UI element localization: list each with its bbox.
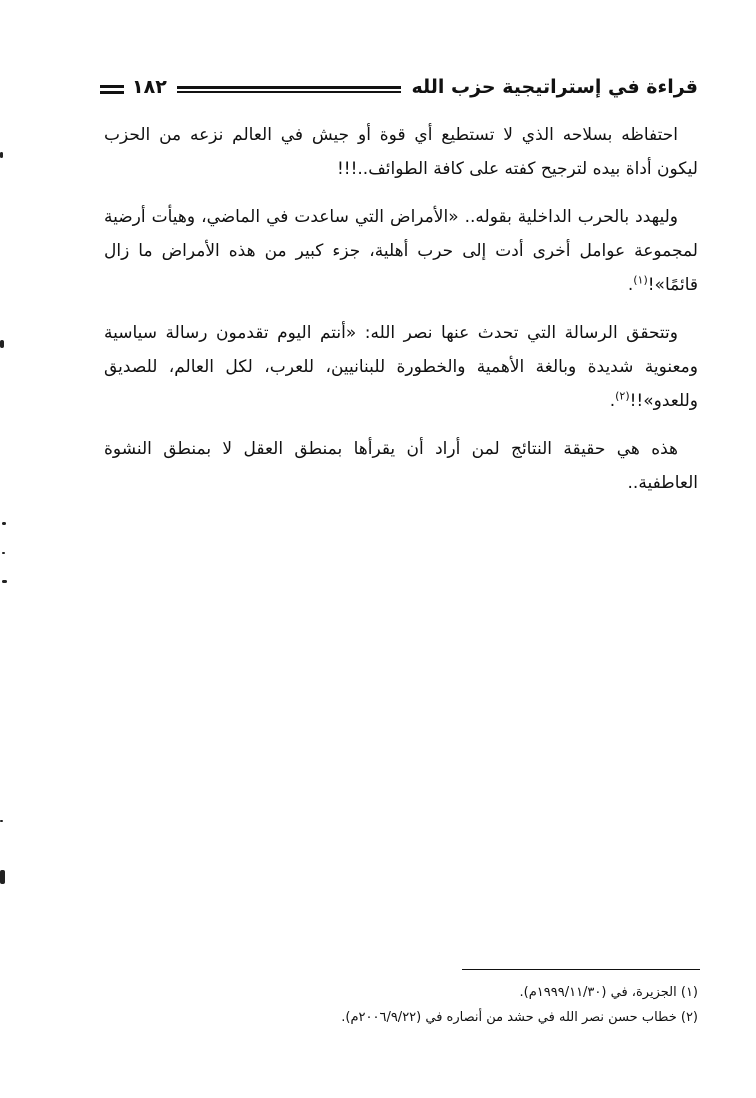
body-text [104,118,698,514]
scan-speck [0,152,3,158]
footnote-ref-1[interactable]: (١) [633,273,648,287]
footnote-2: (٢) خطاب حسن نصر الله في حشد من أنصاره في (٢٠٠٦/٩/٢٢م). [341,1010,698,1025]
scan-speck [2,522,6,525]
paragraph-2-text: وليهدد بالحرب الداخلية بقوله.. «الأمراض التي ساعدت في الماضي، وهيأت أرضية لمجموعة عوامل أخرى أدت إلى حرب أهلية، جزء كبير من هذه الأمراض ما زال قائمًا»! [104,207,698,295]
header-rule [177,86,402,93]
scan-speck [0,340,4,348]
paragraph-4 [104,432,698,500]
paragraph-3-text: وتتحقق الرسالة التي تحدث عنها نصر الله: «أنتم اليوم تقدمون رسالة سياسية ومعنوية شديدة وبالغة الأهمية والخطورة للبنانيين، للعرب، لكل العالم، للصديق وللعدو»!! [104,323,698,411]
footnotes [140,980,698,1030]
running-header-title: قراءة في إستراتيجية حزب الله [411,76,698,98]
paragraph-3 [104,316,698,418]
paragraph-2 [104,200,698,302]
page-number: ١٨٢ [132,76,167,98]
paragraph-1-text: احتفاظه بسلاحه الذي لا تستطيع أي قوة أو جيش في العالم نزعه من الحزب ليكون أداة بيده لترجيح كفته على كافة الطوائف..!!! [104,125,698,179]
paragraph-1 [104,118,698,186]
footnote-ref-2[interactable]: (٢) [615,389,630,403]
paragraph-2-tail: . [627,275,634,295]
scan-speck [0,820,3,822]
footnote-separator [462,969,700,970]
header-mark [100,85,124,94]
scan-speck [0,870,5,884]
running-header [100,70,698,104]
paragraph-4-text: هذه هي حقيقة النتائج لمن أراد أن يقرأها بمنطق العقل لا بمنطق النشوة العاطفية.. [104,439,698,493]
paragraph-3-tail: . [609,391,616,411]
footnote-1: (١) الجزيرة، في (١٩٩٩/١١/٣٠م). [519,985,698,1000]
scan-speck [2,552,5,554]
scan-speck [2,580,7,583]
